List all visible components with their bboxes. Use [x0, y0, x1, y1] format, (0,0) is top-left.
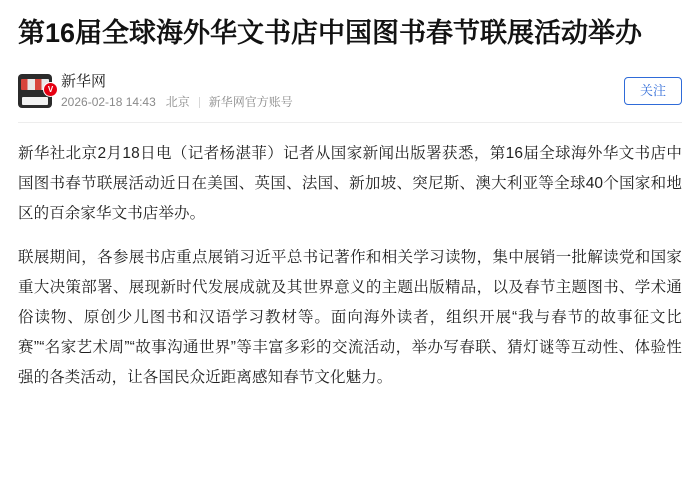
meta-divider [199, 97, 200, 108]
timestamp: 2026-02-18 14:43 [61, 95, 156, 109]
byline-divider [18, 122, 682, 123]
follow-button[interactable]: 关注 [624, 77, 682, 105]
avatar-logo-sub-icon [22, 97, 48, 105]
byline-main [61, 72, 624, 110]
byline [18, 58, 682, 122]
article-paragraph: 新华社北京2月18日电（记者杨湛菲）记者从国家新闻出版署获悉，第16届全球海外华文书店中国图书春节联展活动近日在美国、英国、法国、新加坡、突尼斯、澳大利亚等全球40个国家和地区的百余家华文书店举办。 [18, 145, 682, 222]
account-type: 新华网官方账号 [208, 95, 293, 109]
source-name[interactable]: 新华网 [61, 73, 107, 90]
byline-meta [61, 94, 624, 110]
location: 北京 [165, 95, 190, 109]
article-paragraph: 联展期间，各参展书店重点展销习近平总书记著作和相关学习读物，集中展销一批解读党和国家重大决策部署、展现新时代发展成就及其世界意义的主题出版精品，以及春节主题图书、学术通俗读物、原创少儿图书和汉语学习教材等。面向海外读者，组织开展“我与春节的故事征文比赛”“名家艺术周”“故事沟通世界”等丰富多彩的交流活动，举办写春联、猜灯谜等互动性、体验性强的各类活动，让各国民众近距离感知春节文化魅力。 [18, 249, 682, 386]
article-body [18, 139, 682, 393]
page-title: 第16届全球海外华文书店中国图书春节联展活动举办 [18, 18, 643, 48]
verified-badge: V [43, 82, 58, 97]
